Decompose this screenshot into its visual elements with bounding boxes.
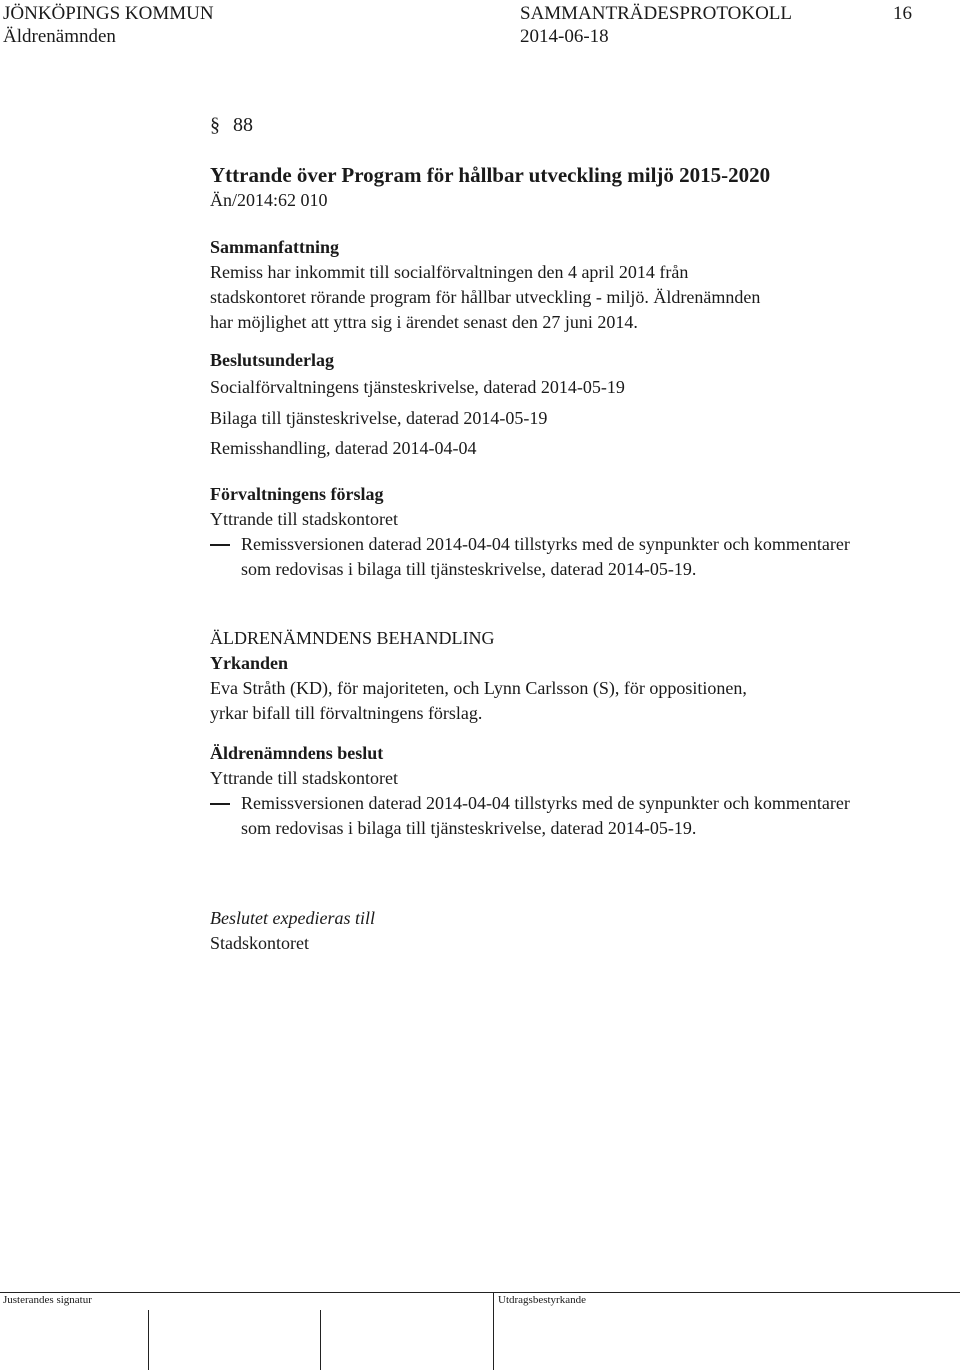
basis-heading: Beslutsunderlag (210, 350, 335, 370)
basis-item: Remisshandling, daterad 2014-04-04 (210, 438, 477, 458)
proposal-heading: Förvaltningens förslag (210, 484, 384, 504)
organization-name: JÖNKÖPINGS KOMMUN (3, 3, 214, 24)
decision-intro: Yttrande till stadskontoret (210, 768, 398, 788)
signature-box-divider (493, 1292, 494, 1370)
claims-line: yrkar bifall till förvaltningens förslag. (210, 703, 483, 723)
proposal-intro: Yttrande till stadskontoret (210, 509, 398, 529)
decision-heading: Äldrenämndens beslut (210, 743, 384, 763)
signature-box-divider (320, 1310, 321, 1370)
proposal-bullet-text: Remissversionen daterad 2014-04-04 tillstyrks med de synpunkter och kommentarer som redovisas i bilaga till tjänsteskrivelse, daterad 2014-05-19. (241, 534, 850, 579)
basis-item: Socialförvaltningens tjänsteskrivelse, daterad 2014-05-19 (210, 377, 625, 397)
basis-item: Bilaga till tjänsteskrivelse, daterad 2014-05-19 (210, 408, 548, 428)
section-title: Yttrande över Program för hållbar utveckling miljö 2015-2020 (210, 163, 771, 187)
summary-line: Remiss har inkommit till socialförvaltningen den 4 april 2014 från (210, 262, 689, 282)
meeting-date: 2014-06-18 (520, 26, 609, 47)
document-type: SAMMANTRÄDESPROTOKOLL (520, 3, 793, 24)
treatment-heading: ÄLDRENÄMNDENS BEHANDLING (210, 628, 495, 648)
section-symbol: § (210, 114, 220, 136)
case-id: Än/2014:62 010 (210, 190, 328, 210)
summary-heading: Sammanfattning (210, 237, 340, 257)
summary-line: har möjlighet att yttra sig i ärendet senast den 27 juni 2014. (210, 312, 638, 332)
claims-heading: Yrkanden (210, 653, 289, 673)
summary-line: stadskontoret rörande program för hållbar utveckling - miljö. Äldrenämnden (210, 287, 761, 307)
dispatch-heading: Beslutet expedieras till (210, 908, 375, 928)
footer-divider (0, 1292, 960, 1293)
section-number: 88 (233, 114, 253, 136)
certification-label: Utdragsbestyrkande (498, 1294, 586, 1306)
dash-bullet-icon (210, 803, 230, 805)
page-number: 16 (893, 3, 912, 24)
signature-box-divider (148, 1310, 149, 1370)
signature-label: Justerandes signatur (3, 1294, 92, 1306)
dash-bullet-icon (210, 544, 230, 546)
dispatch-recipient: Stadskontoret (210, 933, 309, 953)
section-marker (210, 113, 253, 138)
decision-bullet-text: Remissversionen daterad 2014-04-04 tillstyrks med de synpunkter och kommentarer som redovisas i bilaga till tjänsteskrivelse, daterad 2014-05-19. (241, 793, 850, 838)
committee-name: Äldrenämnden (3, 26, 116, 47)
claims-line: Eva Stråth (KD), för majoriteten, och Lynn Carlsson (S), för oppositionen, (210, 678, 747, 698)
